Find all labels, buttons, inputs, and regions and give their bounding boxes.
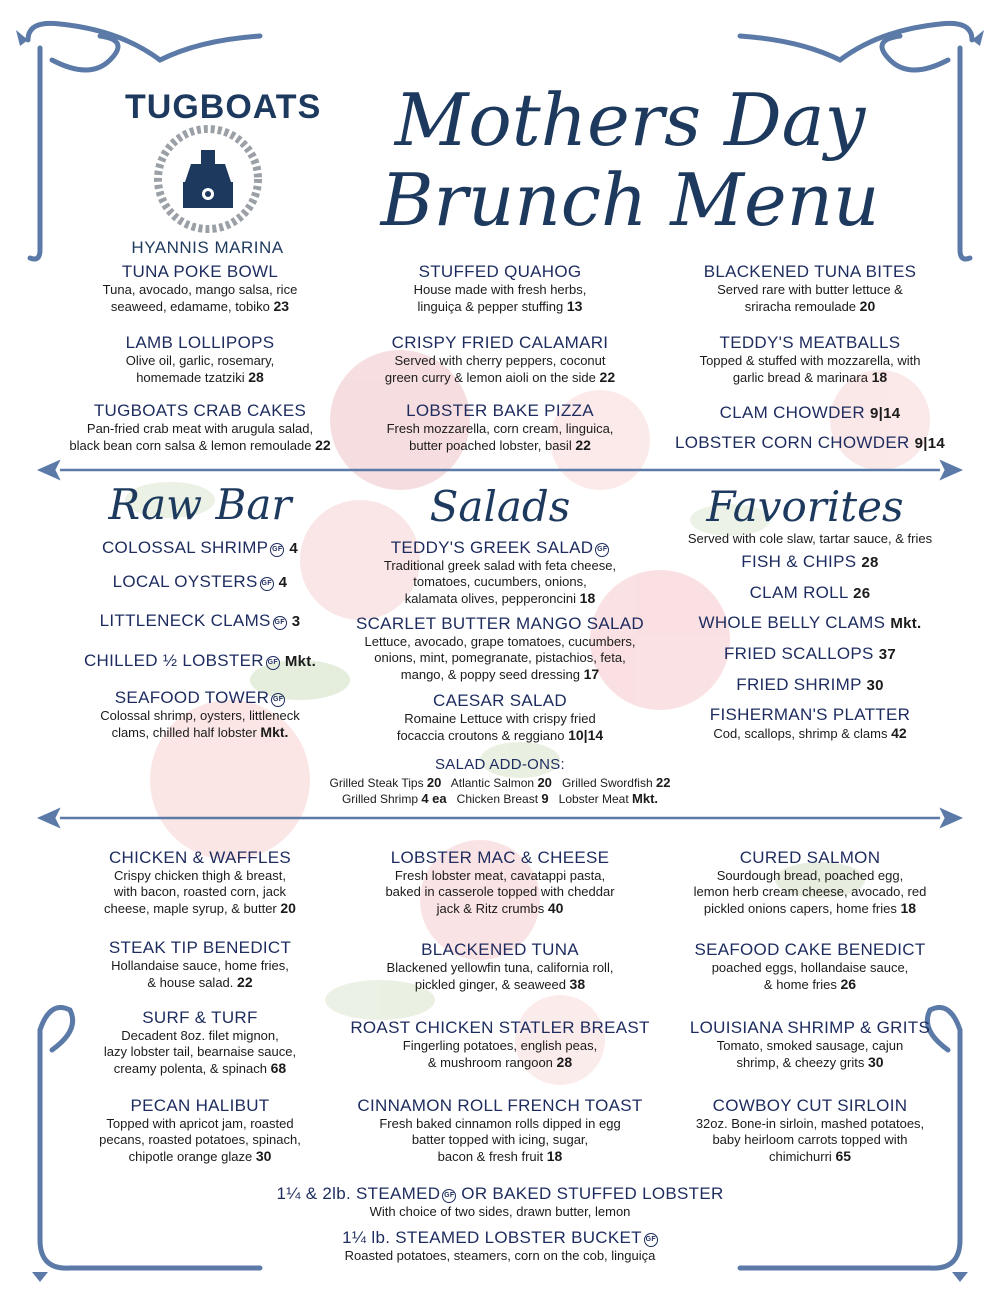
item-price: 68 (270, 1060, 287, 1076)
item-desc: & mushroom rangoon (427, 1055, 553, 1070)
menu-item (200, 1184, 800, 1220)
item-name: LITTLENECK CLAMS (99, 611, 271, 630)
item-desc: Topped & stuffed with mozzarella, with (699, 353, 921, 368)
item-name: CLAM ROLL (749, 583, 849, 602)
item-name: FISH & CHIPS (741, 552, 857, 571)
item-name: LOCAL OYSTERS (112, 572, 258, 591)
favorites-heading: Favorites (706, 482, 904, 531)
item-price: 30 (866, 677, 884, 694)
item-desc: shrimp, & cheezy grits (736, 1055, 865, 1070)
item-desc: House made with fresh herbs, (413, 282, 587, 297)
addon-price: 9 (541, 791, 549, 806)
item-name: CAESAR SALAD (433, 691, 567, 710)
item-name: TUNA POKE BOWL (121, 262, 279, 281)
menu-item (655, 1018, 965, 1071)
item-desc: & home fries (763, 977, 837, 992)
item-price: Mkt. (260, 724, 289, 740)
item-name: FISHERMAN'S PLATTER (709, 705, 911, 724)
item-price: 4 (289, 540, 299, 557)
menu-item (660, 333, 960, 386)
menu-item (50, 1008, 350, 1077)
item-desc: cheese, maple syrup, & butter (104, 901, 277, 916)
item-name: SURF & TURF (142, 1008, 258, 1027)
menu-item (350, 333, 650, 386)
item-desc: pickled onions capers, home fries (703, 901, 897, 916)
addons-row (290, 775, 710, 791)
item-desc: Decadent 8oz. filet mignon, (121, 1028, 279, 1043)
item-desc: 32oz. Bone-in sirloin, mashed potatoes, (695, 1116, 925, 1131)
menu-item (660, 403, 960, 424)
addon-price: 4 ea (421, 791, 447, 806)
item-name: TUGBOATS CRAB CAKES (93, 401, 307, 420)
item-desc: Served with cherry peppers, coconut (394, 353, 606, 368)
salads-heading: Salads (429, 482, 571, 531)
item-name: COWBOY CUT SIRLOIN (712, 1096, 908, 1115)
menu-item (340, 691, 660, 744)
addons-title: SALAD ADD-ONS: (434, 756, 566, 773)
item-desc: jack & Ritz crumbs (436, 901, 545, 916)
item-price: Mkt. (284, 653, 317, 670)
item-desc: chipotle orange glaze (128, 1149, 253, 1164)
title-line-1: Mothers Day (394, 78, 866, 162)
item-desc: lazy lobster tail, bearnaise sauce, (103, 1044, 297, 1059)
gluten-free-icon: GF (271, 693, 285, 707)
item-name: SCARLET BUTTER MANGO SALAD (355, 614, 645, 633)
item-desc: Crispy chicken thigh & breast, (114, 868, 286, 883)
addons-row (290, 791, 710, 807)
item-desc: lemon herb cream cheese, avocado, red (693, 884, 927, 899)
item-price: Mkt. (890, 615, 922, 632)
item-price: 9|14 (914, 435, 946, 452)
item-desc: pickled ginger, & seaweed (414, 977, 566, 992)
item-name: LAMB LOLLIPOPS (125, 333, 275, 352)
item-name: LOUISIANA SHRIMP & GRITS (689, 1018, 931, 1037)
menu-item (660, 705, 960, 742)
item-name: OR BAKED STUFFED LOBSTER (456, 1184, 724, 1203)
item-name: FRIED SHRIMP (736, 675, 862, 694)
menu-item (340, 1096, 660, 1165)
menu-item (660, 552, 960, 573)
item-price: 26 (840, 976, 857, 992)
item-desc: bacon & fresh fruit (437, 1149, 544, 1164)
item-desc: clams, chilled half lobster (111, 725, 257, 740)
favorites-subtitle (660, 531, 960, 547)
item-price: 4 (278, 574, 288, 591)
item-name: 1¼ & 2lb. STEAMED (276, 1184, 441, 1203)
menu-item (200, 1228, 800, 1264)
menu-item (50, 572, 350, 593)
menu-item (340, 538, 660, 607)
item-desc: Traditional greek salad with feta cheese, (383, 558, 617, 573)
item-price: 30 (255, 1148, 272, 1164)
item-name: LOBSTER BAKE PIZZA (406, 401, 594, 420)
addon-label: Grilled Swordfish (561, 776, 653, 790)
menu-item (660, 675, 960, 696)
menu-item (660, 262, 960, 315)
item-price: 28 (861, 554, 879, 571)
menu-item (655, 940, 965, 993)
item-price: 18 (579, 590, 596, 606)
item-desc: garlic bread & marinara (732, 370, 868, 385)
item-desc: seaweed, edamame, tobiko (110, 299, 270, 314)
item-desc: Served rare with butter lettuce & (717, 282, 903, 297)
item-name: COLOSSAL SHRIMP (101, 538, 269, 557)
addon-price: Mkt. (632, 791, 659, 806)
addon-label: Lobster Meat (558, 792, 629, 806)
item-name: ROAST CHICKEN STATLER BREAST (350, 1018, 650, 1037)
addon-price: 22 (655, 775, 671, 790)
addon-label: Grilled Steak Tips (329, 776, 424, 790)
item-desc: Cod, scallops, shrimp & clams (713, 726, 888, 741)
item-desc: Sourdough bread, poached egg, (716, 868, 904, 883)
menu-item (50, 538, 350, 559)
menu-item (50, 688, 350, 741)
title-line-2: Brunch Menu (380, 158, 880, 242)
item-price: 20 (280, 900, 296, 916)
addon-label: Chicken Breast (456, 792, 539, 806)
item-desc: Hollandaise sauce, home fries, (111, 958, 289, 973)
item-desc: Olive oil, garlic, rosemary, (125, 353, 275, 368)
item-name: TEDDY'S MEATBALLS (719, 333, 901, 352)
menu-item (50, 611, 350, 632)
addon-price: 20 (537, 775, 552, 790)
gluten-free-icon: GF (266, 656, 280, 670)
gluten-free-icon: GF (260, 577, 274, 591)
item-price: 28 (556, 1054, 573, 1070)
menu-item (340, 1018, 660, 1071)
item-price: 40 (547, 900, 564, 916)
logo (125, 88, 322, 268)
item-price: 65 (835, 1148, 852, 1164)
logo-cape: CapeCod (187, 210, 229, 220)
item-desc: Topped with apricot jam, roasted (106, 1116, 294, 1131)
item-name: FRIED SCALLOPS (723, 644, 874, 663)
item-desc: butter poached lobster, basil (409, 438, 572, 453)
item-desc: Fresh lobster meat, cavatappi pasta, (394, 868, 606, 883)
item-desc: focaccia croutons & reggiano (396, 728, 565, 743)
item-desc: pecans, roasted potatoes, spinach, (99, 1132, 301, 1147)
item-name: SEAFOOD CAKE BENEDICT (694, 940, 926, 959)
item-name: 1¼ lb. STEAMED LOBSTER BUCKET (342, 1228, 642, 1247)
item-name: PECAN HALIBUT (130, 1096, 270, 1115)
menu-item (660, 613, 960, 634)
item-desc: onions, mint, pomegranate, pistachios, feta, (374, 650, 626, 665)
menu-item (50, 262, 350, 315)
logo-brand: TUGBOATS (125, 88, 322, 126)
item-desc: poached eggs, hollandaise sauce, (711, 960, 909, 975)
item-desc: Tomato, smoked sausage, cajun (716, 1038, 904, 1053)
item-price: 10|14 (568, 727, 604, 743)
gluten-free-icon: GF (442, 1189, 456, 1203)
item-name: LOBSTER CORN CHOWDER (674, 433, 910, 452)
item-price: 9|14 (869, 405, 901, 422)
addon-label: Grilled Shrimp (341, 792, 418, 806)
item-price: 18 (900, 900, 917, 916)
addon-price: 20 (426, 775, 442, 790)
menu-item (660, 583, 960, 604)
salad-addons (290, 755, 710, 807)
item-price: 18 (871, 369, 888, 385)
menu-item (340, 940, 660, 993)
menu-item (40, 401, 360, 454)
item-name: STEAK TIP BENEDICT (108, 938, 292, 957)
item-name: CRISPY FRIED CALAMARI (391, 333, 609, 352)
item-name: LOBSTER MAC & CHEESE (390, 848, 610, 867)
item-price: 22 (599, 369, 616, 385)
menu-item (660, 644, 960, 665)
item-price: 18 (546, 1148, 563, 1164)
item-name: CHILLED ½ LOBSTER (83, 651, 264, 670)
menu-item (50, 848, 350, 917)
raw-bar-heading: Raw Bar (108, 480, 292, 529)
item-desc: black bean corn salsa & lemon remoulade (69, 438, 312, 453)
item-desc: Fingerling potatoes, english peas, (402, 1038, 598, 1053)
item-desc: baby heirloom carrots topped with (712, 1132, 908, 1147)
item-name: WHOLE BELLY CLAMS (698, 613, 886, 632)
item-desc: green curry & lemon aioli on the side (384, 370, 596, 385)
item-desc: with bacon, roasted corn, jack (114, 884, 286, 899)
item-desc: With choice of two sides, drawn butter, lemon (369, 1204, 631, 1219)
item-desc: kalamata olives, pepperoncini (404, 591, 577, 606)
item-desc: batter topped with icing, sugar, (411, 1132, 589, 1147)
item-desc: linguiça & pepper stuffing (417, 299, 564, 314)
item-price: 17 (583, 666, 600, 682)
item-name: CHICKEN & WAFFLES (108, 848, 292, 867)
item-price: 30 (867, 1054, 884, 1070)
menu-item (50, 651, 350, 672)
menu-item (655, 1096, 965, 1165)
item-desc: Fresh baked cinnamon rolls dipped in egg (379, 1116, 621, 1131)
item-price: 3 (291, 613, 301, 630)
menu-item (655, 433, 965, 454)
item-desc: sriracha remoulade (744, 299, 857, 314)
menu-item (340, 848, 660, 917)
item-price: 13 (566, 298, 583, 314)
item-price: 20 (859, 298, 876, 314)
item-desc: baked in casserole topped with cheddar (385, 884, 615, 899)
item-desc: & house salad. (147, 975, 234, 990)
menu-item (350, 262, 650, 315)
item-desc: chimichurri (768, 1149, 832, 1164)
item-name: CLAM CHOWDER (719, 403, 865, 422)
menu-item (350, 401, 650, 454)
item-price: 37 (878, 646, 897, 663)
item-price: 42 (891, 725, 907, 741)
item-name: STUFFED QUAHOG (418, 262, 582, 281)
item-name: BLACKENED TUNA (421, 940, 579, 959)
item-price: 26 (853, 585, 871, 602)
item-desc: Pan-fried crab meat with arugula salad, (86, 421, 314, 436)
item-desc: tomatoes, cucumbers, onions, (413, 574, 587, 589)
item-name: CINNAMON ROLL FRENCH TOAST (357, 1096, 643, 1115)
addon-label: Atlantic Salmon (450, 776, 535, 790)
menu-item (655, 848, 965, 917)
gluten-free-icon: GF (273, 616, 287, 630)
item-desc: Blackened yellowfin tuna, california roll, (386, 960, 614, 975)
menu-item (50, 333, 350, 386)
item-desc: Tuna, avocado, mango salsa, rice (102, 282, 298, 297)
item-name: CURED SALMON (739, 848, 881, 867)
item-desc: creamy polenta, & spinach (113, 1061, 267, 1076)
item-desc: mango, & poppy seed dressing (400, 667, 581, 682)
favorites-note: Served with cole slaw, tartar sauce, & fries (687, 531, 933, 546)
item-price: 22 (575, 437, 591, 453)
item-price: 28 (248, 369, 264, 385)
item-desc: homemade tzatziki (136, 370, 245, 385)
item-desc: Roasted potatoes, steamers, corn on the cob, linguiça (344, 1248, 656, 1263)
menu-item (50, 1096, 350, 1165)
item-price: 22 (315, 437, 331, 453)
gluten-free-icon: GF (595, 543, 609, 557)
item-price: 23 (273, 298, 290, 314)
gluten-free-icon: GF (644, 1233, 658, 1247)
item-desc: Romaine Lettuce with crispy fried (404, 711, 596, 726)
gluten-free-icon: GF (270, 543, 284, 557)
menu-item (340, 614, 660, 683)
item-desc: Fresh mozzarella, corn cream, linguica, (386, 421, 614, 436)
item-desc: Lettuce, avocado, grape tomatoes, cucumbers, (364, 634, 636, 649)
menu-item (50, 938, 350, 991)
item-name: TEDDY'S GREEK SALAD (390, 538, 594, 557)
item-name: BLACKENED TUNA BITES (703, 262, 917, 281)
item-price: 22 (237, 974, 253, 990)
logo-location: HYANNIS MARINA (131, 238, 284, 257)
item-name: SEAFOOD TOWER (114, 688, 270, 707)
item-desc: Colossal shrimp, oysters, littleneck (100, 708, 300, 723)
item-price: 38 (569, 976, 586, 992)
